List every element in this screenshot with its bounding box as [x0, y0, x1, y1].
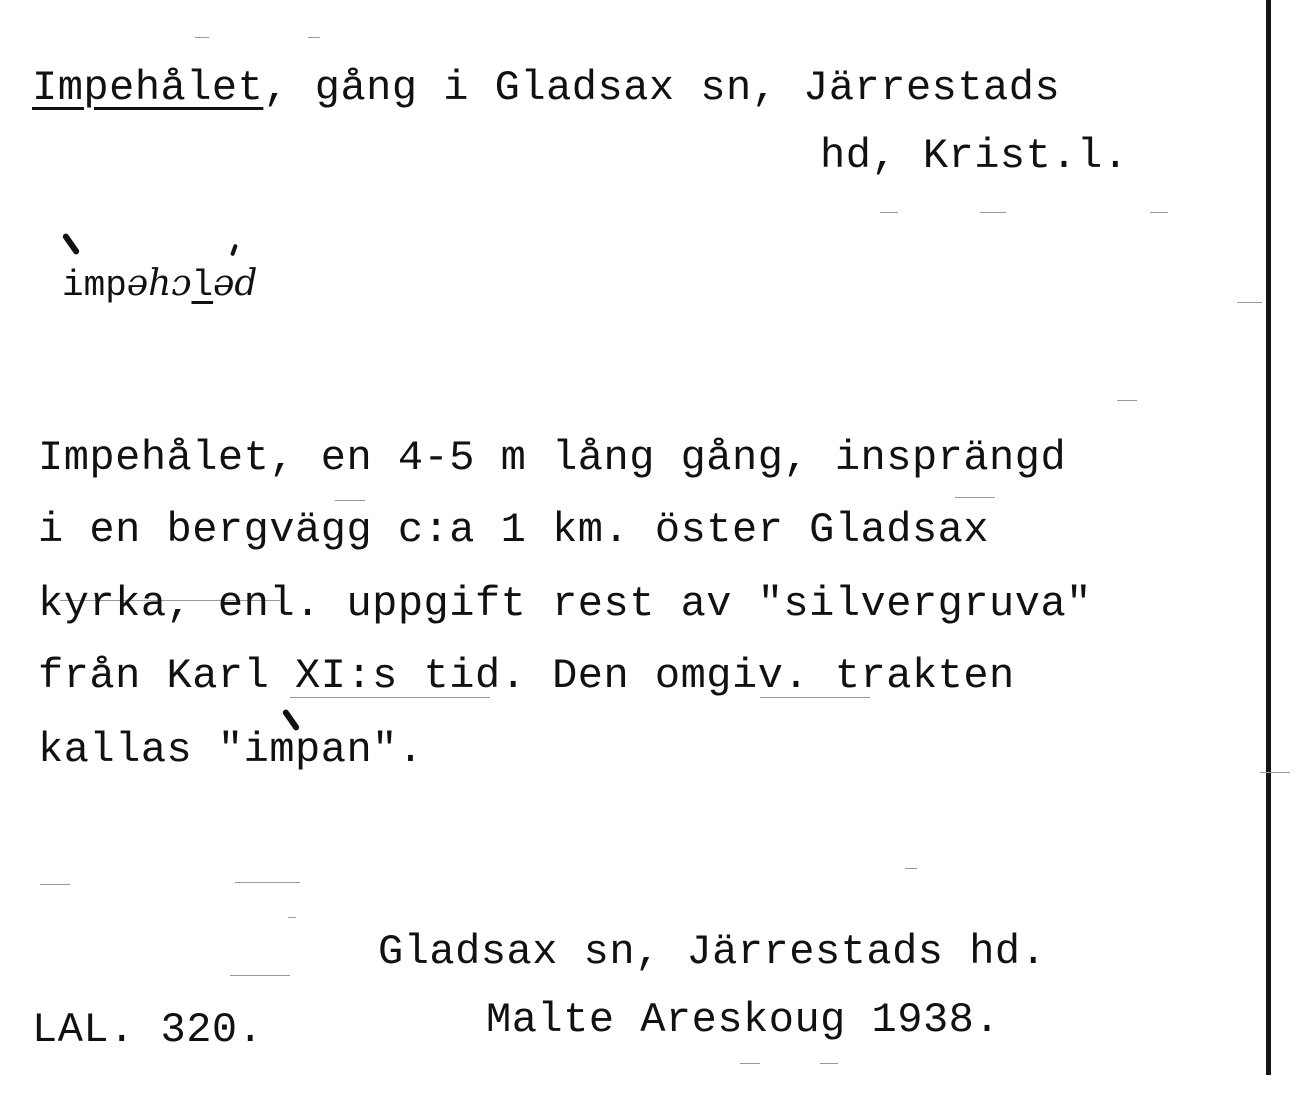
scan-speck [1237, 302, 1262, 303]
scan-speck [335, 500, 365, 501]
body-line: i en bergvägg c:a 1 km. öster Gladsax [38, 506, 990, 554]
scan-speck [195, 37, 209, 38]
scan-speck [740, 1063, 760, 1064]
scan-speck [880, 212, 898, 213]
phonetic-part: l [191, 265, 214, 306]
phonetic-part: imp [62, 265, 127, 306]
scan-speck [955, 497, 995, 498]
phonetic-part: əh [126, 263, 172, 304]
acute-accent-mark [230, 244, 238, 257]
scan-speck [288, 917, 296, 918]
heading-name: Impehålet [32, 64, 264, 112]
body-line: kyrka, enl. uppgift rest av "silvergruva" [38, 580, 1092, 628]
recorder-signature: Malte Areskoug 1938. [486, 996, 1001, 1044]
phonetic-transcription [62, 262, 257, 308]
heading-line-1 [32, 64, 1060, 112]
heading-line-2: hd, Krist.l. [820, 132, 1129, 180]
scan-speck [820, 1063, 838, 1064]
scan-speck [308, 37, 320, 38]
location-line: Gladsax sn, Järrestads hd. [378, 928, 1047, 976]
scan-speck [1150, 212, 1168, 213]
heading-rest: , gång i Gladsax sn, Järrestads [263, 64, 1061, 112]
reference-number: LAL. 320. [32, 1006, 264, 1054]
body-line: kallas "impan". [38, 726, 424, 774]
scan-speck [1117, 400, 1137, 401]
phonetic-part: əd [213, 263, 258, 304]
card-edge-line [1266, 0, 1271, 1075]
body-line: från Karl XI:s tid. Den omgiv. trakten [38, 652, 1015, 700]
grave-accent-mark [62, 232, 81, 255]
scan-speck [40, 884, 70, 885]
scan-speck [235, 882, 300, 883]
phonetic-part: ɔ [171, 263, 192, 304]
scan-speck [980, 212, 1006, 213]
scan-speck [230, 975, 290, 976]
body-line: Impehålet, en 4-5 m lång gång, insprängd [38, 434, 1067, 482]
scan-speck [1260, 772, 1290, 773]
scan-speck [905, 868, 917, 869]
